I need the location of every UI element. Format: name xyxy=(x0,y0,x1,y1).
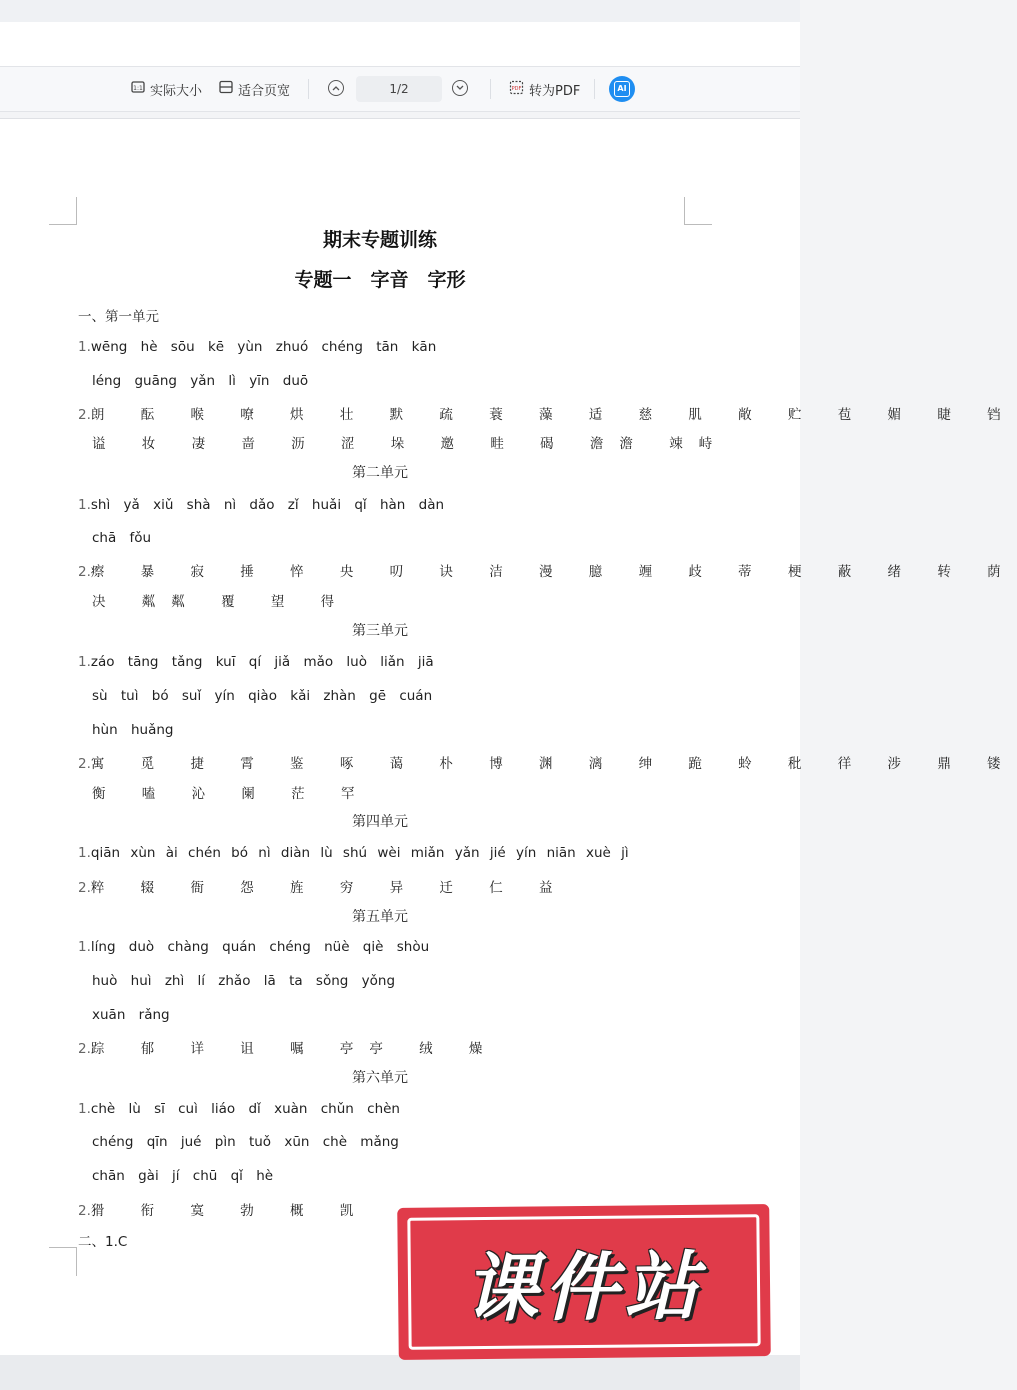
pinyin-line: chān gài jí chū qǐ hè xyxy=(92,1168,274,1184)
pinyin-text: shì yǎ xiǔ shà nì dǎo zǐ huǎi qǐ hàn dàn xyxy=(90,497,445,513)
pinyin-line: sù tuì bó suǐ yín qiào kǎi zhàn gē cuán xyxy=(92,688,433,704)
character-line xyxy=(78,1037,498,1057)
unit-heading: 第五单元 xyxy=(352,909,408,925)
character-line xyxy=(78,1199,369,1219)
character-text: 朗 酝 喉 嘹 烘 壮 默 疏 蓑 藻 适 慈 肌 敞 贮 苞 媚 睫 铛 xyxy=(90,407,1017,423)
watermark-stamp xyxy=(397,1204,771,1360)
pinyin-line: xuān rǎng xyxy=(92,1007,170,1023)
item-number: 1. xyxy=(78,339,91,355)
viewer-footer xyxy=(0,1355,800,1390)
convert-pdf-label: 转为PDF xyxy=(529,83,581,99)
character-text: 踪 郁 详 诅 嘱 亭亭 绒 燥 xyxy=(90,1041,499,1057)
pinyin-line xyxy=(78,339,436,355)
svg-text:1:1: 1:1 xyxy=(133,85,143,92)
item-number: 2. xyxy=(78,1041,91,1057)
pinyin-text: wēng hè sōu kē yùn zhuó chéng tān kān xyxy=(90,339,437,355)
pdf-icon xyxy=(509,80,524,99)
pinyin-text: záo tāng tǎng kuī qí jiǎ mǎo luò liǎn jiā xyxy=(90,654,434,670)
item-number: 2. xyxy=(78,1203,91,1219)
pinyin-line xyxy=(78,654,434,670)
section-heading: 一、第一单元 xyxy=(78,309,159,325)
pinyin-line: huò huì zhì lí zhǎo lā ta sǒng yǒng xyxy=(92,973,396,989)
document-page xyxy=(0,118,1017,1356)
pinyin-text: chè lù sī cuì liáo dǐ xuàn chǔn chèn xyxy=(90,1101,400,1117)
character-line xyxy=(78,403,1017,423)
pinyin-line xyxy=(78,1101,400,1117)
actual-size-button[interactable] xyxy=(131,67,202,111)
document-content xyxy=(0,119,1017,1356)
item-number: 2. xyxy=(78,564,91,580)
toolbar-divider xyxy=(490,79,491,99)
document-subtitle: 专题一 字音 字形 xyxy=(294,269,466,291)
item-number: 2. xyxy=(78,407,91,423)
browser-top-strip xyxy=(0,0,800,22)
toolbar-divider xyxy=(594,79,595,99)
character-text: 粹 辍 衙 怨 旌 穷 异 迁 仁 益 xyxy=(90,880,569,896)
pinyin-line xyxy=(78,939,429,955)
pinyin-line: chéng qīn jué pìn tuǒ xūn chè mǎng xyxy=(92,1134,399,1150)
title-bar xyxy=(0,22,800,66)
character-line xyxy=(78,560,1017,580)
toolbar-divider xyxy=(308,79,309,99)
character-line: 决 粼粼 覆 望 得 xyxy=(92,594,351,610)
page-indicator[interactable]: 1/2 xyxy=(356,76,442,102)
pinyin-text: qiān xùn ài chén bó nì diàn lù shú wèi miǎn yǎn jié yín niān xuè jì xyxy=(90,845,629,861)
character-text: 瘵 暴 寂 捶 悴 央 叨 诀 洁 漫 臆 竰 歧 蒂 梗 蔽 绪 转 荫 xyxy=(90,564,1017,580)
unit-heading: 第二单元 xyxy=(352,465,408,481)
character-line: 谥 妆 凄 啬 沥 涩 垛 邀 畦 碣 澹澹 竦峙 xyxy=(92,436,729,452)
item-number: 2. xyxy=(78,880,91,896)
pinyin-line: hùn huǎng xyxy=(92,722,174,738)
document-title: 期末专题训练 xyxy=(322,229,437,251)
item-number: 1. xyxy=(78,939,91,955)
character-text: 猾 衔 寞 勃 概 凯 xyxy=(90,1203,370,1219)
item-number: 1. xyxy=(78,1101,91,1117)
item-number: 1. xyxy=(78,654,91,670)
pinyin-text: líng duò chàng quán chéng nüè qiè shòu xyxy=(90,939,430,955)
character-text: 寓 觅 捷 霄 鉴 啄 蔼 朴 博 渊 漓 绅 跪 蛉 秕 徉 涉 鼎 镂 xyxy=(90,756,1017,772)
unit-heading: 第三单元 xyxy=(352,623,408,639)
pinyin-line: léng guāng yǎn lì yīn duō xyxy=(92,373,309,389)
character-line xyxy=(78,876,569,896)
watermark-text: 课件站 xyxy=(463,1243,705,1333)
item-number: 1. xyxy=(78,845,91,861)
previous-page-icon[interactable] xyxy=(328,80,344,96)
viewer-toolbar xyxy=(0,66,800,112)
fit-width-icon xyxy=(219,80,233,98)
pinyin-line xyxy=(78,845,629,861)
section-heading: 二、1.C xyxy=(78,1234,128,1250)
pinyin-line: chā fǒu xyxy=(92,530,152,546)
svg-text:PDF: PDF xyxy=(511,85,522,92)
unit-heading: 第四单元 xyxy=(352,814,408,830)
character-line xyxy=(78,752,1017,772)
ai-icon: AI xyxy=(614,81,630,97)
item-number: 1. xyxy=(78,497,91,513)
next-page-icon[interactable] xyxy=(452,80,468,96)
actual-size-icon xyxy=(131,80,145,98)
unit-heading: 第六单元 xyxy=(352,1070,408,1086)
character-line: 衡 嗑 沁 阑 茫 罕 xyxy=(92,786,371,802)
item-number: 2. xyxy=(78,756,91,772)
fit-width-label: 适合页宽 xyxy=(238,83,291,99)
fit-width-button[interactable] xyxy=(219,67,290,111)
actual-size-label: 实际大小 xyxy=(150,83,203,99)
ai-assistant-button[interactable] xyxy=(609,76,635,102)
convert-pdf-button[interactable] xyxy=(509,67,580,111)
pinyin-line xyxy=(78,497,444,513)
